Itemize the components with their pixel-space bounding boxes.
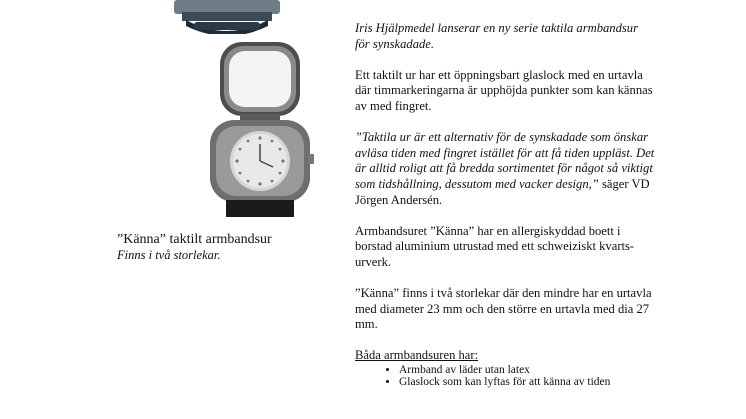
article-body xyxy=(355,21,655,388)
feature-list xyxy=(355,364,655,388)
quote-paragraph xyxy=(355,130,655,208)
watch-top-image xyxy=(172,0,282,34)
paragraph-case: Armbandsuret ”Känna” har en allergiskyddad boett i borstad aluminium utrustad med ett schweiziskt kvarts-urverk. xyxy=(355,223,635,269)
list-heading: Båda armbandsuren har: xyxy=(355,348,479,363)
quote-text: ”Taktila ur är ett alternativ för de synskadade som önskar avläsa tiden med fingret istället för att få tiden uppläst. Det är alltid roligt att få bredda sortimentet för något så viktigt som tidshållning, dessutom med vacker design,” xyxy=(355,130,655,191)
intro-paragraph: Iris Hjälpmedel lanserar en ny serie taktila armbandsur för synskadade. xyxy=(355,21,638,51)
list-item: • Armband av läder utan latex xyxy=(399,364,655,376)
caption-subtitle: Finns i två storlekar. xyxy=(117,248,221,262)
caption-title: ”Känna” taktilt armbandsur xyxy=(117,232,272,247)
list-item: • Glaslock som kan lyftas för att känna av tiden xyxy=(399,376,655,388)
quote-attribution: säger VD Jörgen Andersén. xyxy=(355,176,650,207)
paragraph-tactile-watch: Ett taktilt ur har ett öppningsbart glaslock med en urtavla där timmarkeringarna är upphöjda punkter som kan kännas av med fingret. xyxy=(355,67,653,113)
paragraph-sizes: ”Känna” finns i två storlekar där den mindre har en urtavla med diameter 23 mm och den större en urtavla med dia 27 mm. xyxy=(355,286,652,332)
watch-open-lid-image xyxy=(170,42,370,217)
